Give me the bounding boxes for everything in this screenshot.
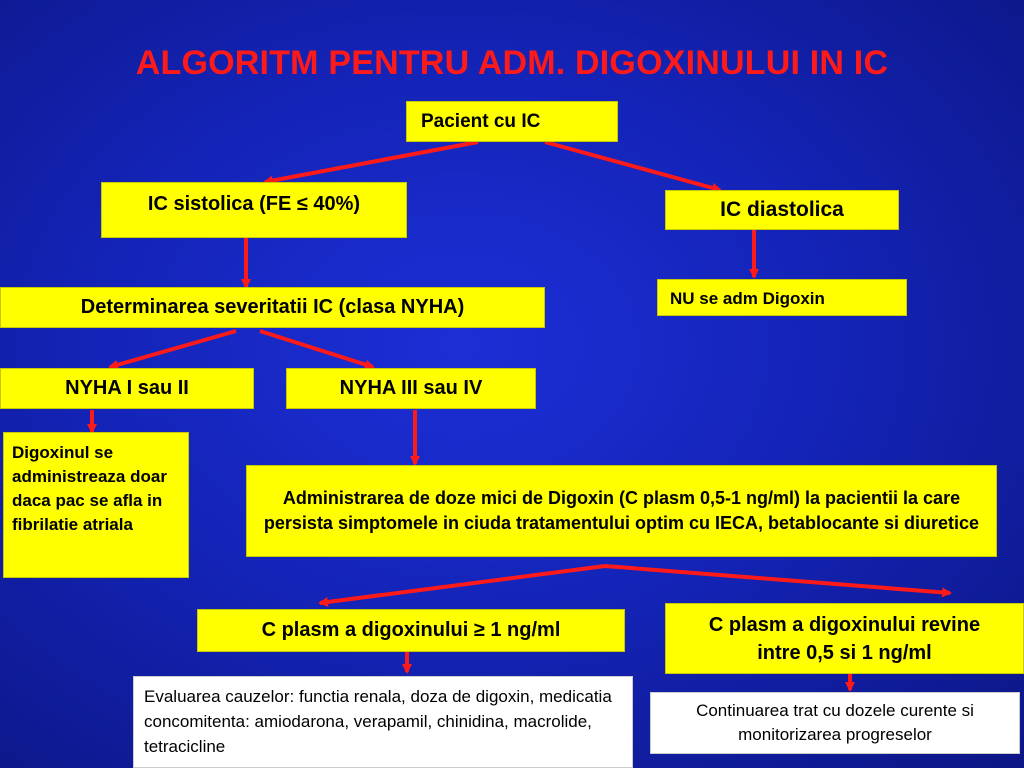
node-doze-mici: Administrarea de doze mici de Digoxin (C plasm 0,5-1 ng/ml) la pacientii la care persista simptomele in ciuda tratamentului optim cu IECA, betablocante si diuretice <box>246 465 997 557</box>
slide-title: ALGORITM PENTRU ADM. DIGOXINULUI IN IC <box>135 44 889 82</box>
node-ic-sistolica: IC sistolica (FE ≤ 40%) <box>101 182 407 238</box>
arrow-dozemici-to-cplasm-normal <box>605 566 950 593</box>
node-severitate: Determinarea severitatii IC (clasa NYHA) <box>0 287 545 328</box>
arrow-severitate-to-nyha34 <box>260 331 373 367</box>
node-evaluare: Evaluarea cauzelor: functia renala, doza de digoxin, medicatia concomitenta: amiodarona, verapamil, chinidina, macrolide, tetracicline <box>133 676 633 768</box>
node-nu-digoxin: NU se adm Digoxin <box>657 279 907 316</box>
arrow-pacient-to-diastolica <box>545 142 720 190</box>
node-pacient: Pacient cu IC <box>406 101 618 142</box>
node-continuare: Continuarea trat cu dozele curente si monitorizarea progreselor <box>650 692 1020 754</box>
arrow-severitate-to-nyha12 <box>110 331 236 367</box>
node-c-plasm-mare: C plasm a digoxinului ≥ 1 ng/ml <box>197 609 625 652</box>
node-c-plasm-normal: C plasm a digoxinului revine intre 0,5 si 1 ng/ml <box>665 603 1024 674</box>
node-digoxin-fa: Digoxinul se administreaza doar daca pac se afla in fibrilatie atriala <box>3 432 189 578</box>
arrow-dozemici-to-cplasm-mare <box>320 566 605 603</box>
node-ic-diastolica: IC diastolica <box>665 190 899 230</box>
node-nyha-3-4: NYHA III sau IV <box>286 368 536 409</box>
node-nyha-1-2: NYHA I sau II <box>0 368 254 409</box>
arrow-pacient-to-sistolica <box>265 142 478 182</box>
